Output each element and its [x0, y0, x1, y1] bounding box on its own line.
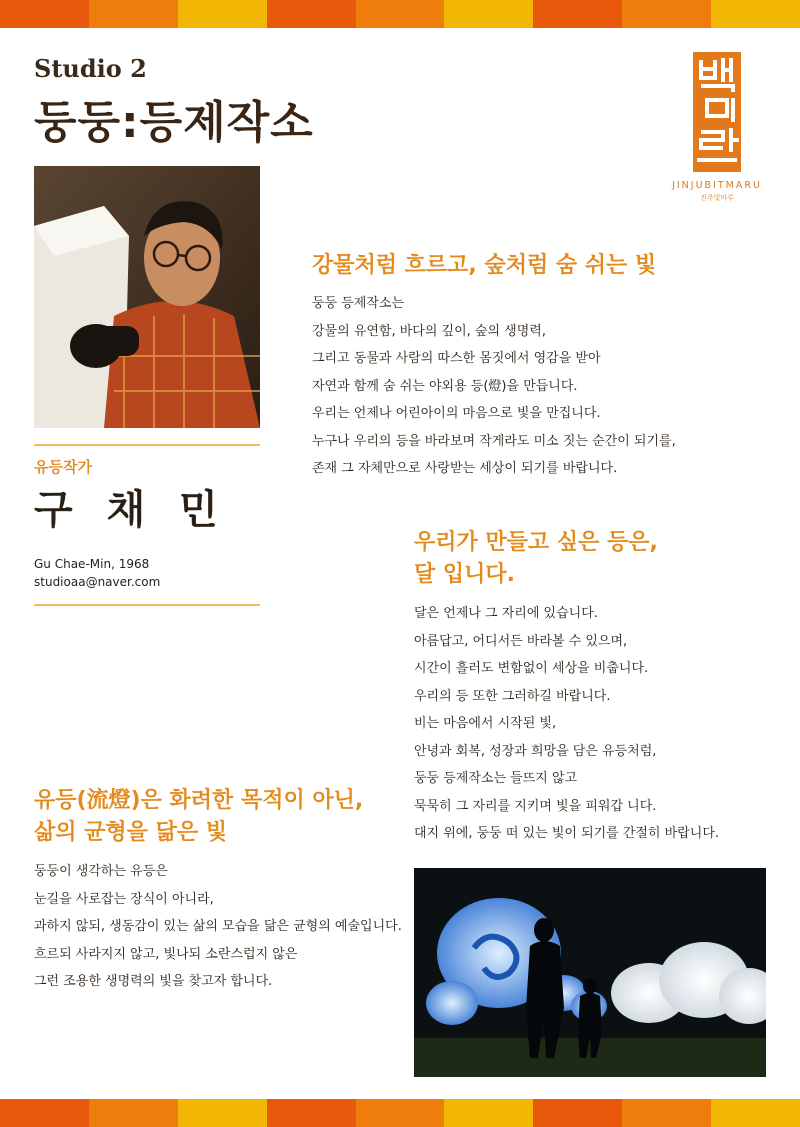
stripe-block	[267, 0, 356, 28]
stripe-block	[0, 0, 89, 28]
text-line: 우리의 등 또한 그러하길 바랍니다.	[414, 688, 611, 704]
section-paragraph	[414, 600, 719, 848]
stripe-block	[444, 0, 533, 28]
text-line: 누구나 우리의 등을 바라보며 작게라도 미소 짓는 순간이 되기를,	[312, 433, 676, 449]
top-color-stripe	[0, 0, 800, 28]
text-line: 둥둥 등제작소는 들뜨지 않고	[414, 771, 578, 786]
text-line: 아름답고, 어디서든 바라볼 수 있으며,	[414, 633, 628, 649]
heading-line: 달 입니다.	[414, 562, 516, 587]
text-line: 그런 조용한 생명력의 빛을 찾고자 합니다.	[34, 974, 273, 989]
text-line: 달은 언제나 그 자리에 있습니다.	[414, 606, 598, 621]
stripe-block	[356, 0, 445, 28]
text-line: 시간이 흘러도 변함없이 세상을 비춥니다.	[414, 661, 649, 676]
text-line: 둥둥 등제작소는	[312, 296, 405, 311]
stripe-block	[178, 1099, 267, 1127]
artist-portrait-photo	[34, 166, 260, 428]
text-line: 우리는 언제나 어린아이의 마음으로 빛을 만집니다.	[312, 406, 601, 421]
section-paragraph	[312, 290, 676, 483]
text-line: 눈길을 사로잡는 장식이 아니라,	[34, 891, 214, 907]
stripe-block	[533, 0, 622, 28]
text-line: 존재 그 자체만으로 사랑받는 세상이 되기를 바랍니다.	[312, 461, 618, 476]
jinjubitmaru-logo	[664, 52, 770, 203]
text-line: 과하지 않되, 생동감이 있는 삶의 모습을 닮은 균형의 예술입니다.	[34, 919, 402, 934]
text-line: 비는 마음에서 시작된 빛,	[414, 716, 557, 731]
stripe-block	[711, 1099, 800, 1127]
text-line: 안녕과 회복, 성장과 희망을 담은 유등처럼,	[414, 743, 657, 759]
logo-mark	[693, 52, 741, 172]
text-line: 흐르되 사라지지 않고, 빛나되 소란스럽지 않은	[34, 946, 298, 962]
divider-line	[34, 444, 260, 446]
section-heading	[312, 250, 656, 282]
logo-korean: 진주빛마루	[700, 194, 734, 202]
stripe-block	[622, 1099, 711, 1127]
heading-line: 우리가 만들고 싶은 등은,	[414, 530, 658, 555]
artist-name-year: Gu Chae-Min, 1968	[34, 557, 150, 571]
page-title: 둥둥:등제작소	[34, 97, 314, 148]
section-heading	[34, 785, 363, 849]
stripe-block	[356, 1099, 445, 1127]
studio-label: Studio 2	[34, 54, 147, 83]
lantern-exhibit-photo	[414, 868, 766, 1077]
stripe-block	[267, 1099, 356, 1127]
heading-line: 강물처럼 흐르고, 숲처럼 숨 쉬는 빛	[312, 253, 657, 278]
stripe-block	[622, 0, 711, 28]
text-line: 둥둥이 생각하는 유등은	[34, 864, 168, 879]
text-line: 대지 위에, 둥둥 떠 있는 빛이 되기를 간절히 바랍니다.	[414, 826, 720, 841]
lantern-image-icon	[414, 868, 766, 1077]
artist-role: 유등작가	[34, 458, 92, 476]
divider-line	[34, 604, 260, 606]
text-line: 강물의 유연함, 바다의 깊이, 숲의 생명력,	[312, 323, 546, 339]
text-line: 묵묵히 그 자리를 지키며 빛을 피워갑 니다.	[414, 798, 657, 814]
artist-name: 구 채 민	[34, 487, 228, 533]
artist-info	[34, 555, 160, 591]
heading-line: 삶의 균형을 닮은 빛	[34, 820, 227, 845]
artist-email: studioaa@naver.com	[34, 575, 161, 589]
stripe-block	[711, 0, 800, 28]
bottom-color-stripe	[0, 1099, 800, 1127]
text-line: 자연과 함께 숨 쉬는 야외용 등(燈)을 만듭니다.	[312, 378, 578, 394]
logo-glyph-icon	[693, 52, 741, 172]
text-line: 그리고 동물과 사람의 따스한 몸짓에서 영감을 받아	[312, 351, 601, 366]
stripe-block	[89, 1099, 178, 1127]
stripe-block	[444, 1099, 533, 1127]
section-heading	[414, 527, 658, 591]
portrait-image-icon	[34, 166, 260, 428]
logo-english: JINJUBITMARU	[672, 180, 762, 191]
heading-line: 유등(流燈)은 화려한 목적이 아닌,	[34, 788, 364, 813]
stripe-block	[533, 1099, 622, 1127]
stripe-block	[89, 0, 178, 28]
stripe-block	[0, 1099, 89, 1127]
stripe-block	[178, 0, 267, 28]
section-paragraph	[34, 858, 402, 996]
